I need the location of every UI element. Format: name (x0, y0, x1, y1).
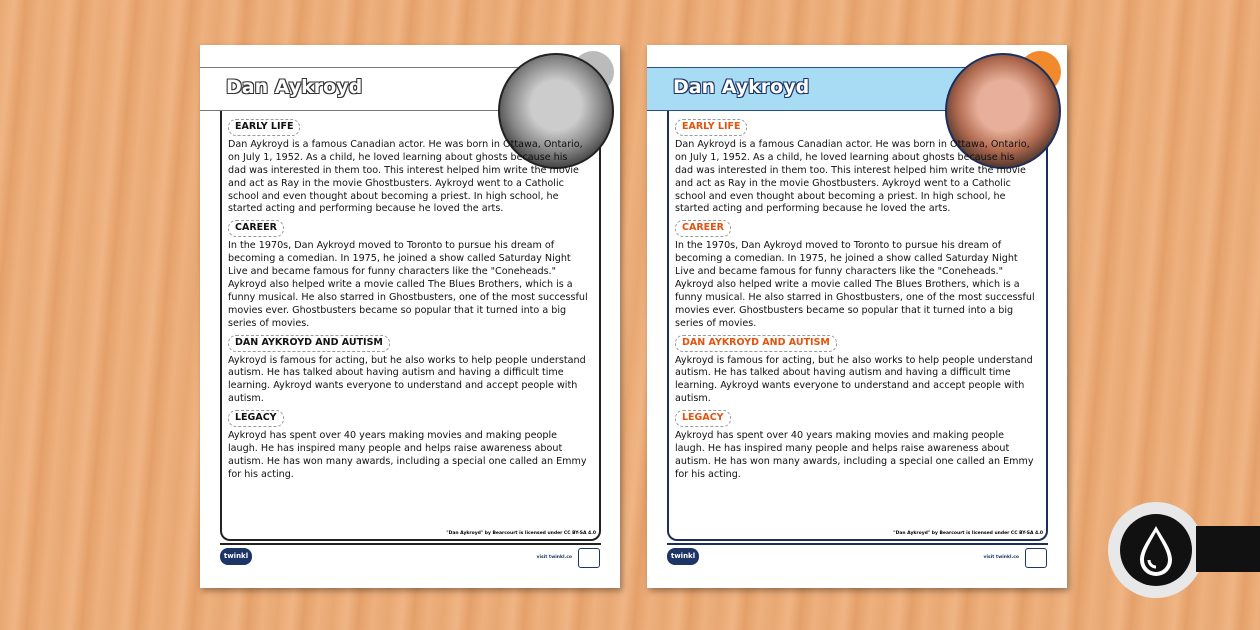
section-text: Aykroyd has spent over 40 years making movies and making people laugh. He has inspired many people and helps raise awareness about autism. He has won many awards, including a special one called an Emmy for his acting. (228, 430, 587, 480)
footer-divider (667, 543, 1048, 545)
section-text: In the 1970s, Dan Aykroyd moved to Toronto to pursue his dream of becoming a comedian. In 1975, he joined a show called Saturday Night Live and became famous for funny characters like the "Coneheads." Aykroyd also helped write a movie called The Blues Brothers, which is a funny musical. He also starred in Ghostbusters, one of the most successful movies ever. Ghostbusters became so popular that it turned into a big series of movies. (228, 240, 588, 329)
section-0 (675, 117, 1035, 216)
visit-link: visit twinkl.co (983, 555, 1019, 560)
section-heading: EARLY LIFE (228, 119, 300, 136)
section-text: Aykroyd is famous for acting, but he also works to help people understand autism. He has talked about having autism and having a difficult time learning. Aykroyd wants everyone to understand and accept people with autism. (675, 354, 1033, 405)
visit-link: visit twinkl.co (536, 555, 572, 560)
section-text: Dan Aykroyd is a famous Canadian actor. He was born in Ottawa, Ontario, on July 1, 1952. As a child, he loved learning about ghosts because his dad was interested in them too. This interest helped him write the movie and act as Ray in the movie Ghostbusters. Aykroyd went to a Catholic school and even thought about becoming a priest. In high school, he started acting and performing because he loved the arts. (675, 138, 1030, 215)
quality-badge-icon (578, 548, 600, 568)
page-title: Dan Aykroyd (226, 76, 363, 98)
section-text: In the 1970s, Dan Aykroyd moved to Toronto to pursue his dream of becoming a comedian. In 1975, he joined a show called Saturday Night Live and became famous for funny characters like the "Coneheads." Aykroyd also helped write a movie called The Blues Brothers, which is a funny musical. He also starred in Ghostbusters, one of the most successful movies ever. Ghostbusters became so popular that it turned into a big series of movies. (675, 240, 1035, 329)
section-text: Dan Aykroyd is a famous Canadian actor. He was born in Ottawa, Ontario, on July 1, 1952. As a child, he loved learning about ghosts because his dad was interested in them too. This interest helped him write the movie and act as Ray in the movie Ghostbusters. Aykroyd went to a Catholic school and even thought about becoming a priest. In high school, he started acting and performing because he loved the arts. (228, 138, 583, 215)
section-2 (228, 333, 588, 407)
page-title: Dan Aykroyd (673, 76, 810, 98)
twinkl-logo: twinkl (667, 548, 699, 565)
photo-credit: "Dan Aykroyd" by Bearcourt is licensed under CC BY-SA 4.0 (893, 531, 1043, 536)
content (228, 117, 588, 484)
title-banner (200, 67, 530, 111)
ink-drop-icon (1120, 514, 1192, 586)
section-heading: CAREER (675, 220, 731, 237)
quality-badge-icon (1025, 548, 1047, 568)
content (675, 117, 1035, 484)
section-3 (228, 408, 588, 482)
section-text: Aykroyd has spent over 40 years making movies and making people laugh. He has inspired many people and helps raise awareness about autism. He has won many awards, including a special one called an Emmy for his acting. (675, 430, 1034, 480)
section-heading: DAN AYKROYD AND AUTISM (228, 335, 390, 352)
section-2 (675, 333, 1035, 407)
section-1 (675, 218, 1035, 330)
section-heading: LEGACY (675, 410, 731, 427)
section-text: Aykroyd is famous for acting, but he also works to help people understand autism. He has talked about having autism and having a difficult time learning. Aykroyd wants everyone to understand and accept people with autism. (228, 354, 586, 405)
section-heading: EARLY LIFE (675, 119, 747, 136)
section-heading: DAN AYKROYD AND AUTISM (675, 335, 837, 352)
section-heading: LEGACY (228, 410, 284, 427)
toggle-bar (1196, 526, 1260, 572)
section-3 (675, 408, 1035, 482)
grayscale-worksheet-preview[interactable] (200, 45, 620, 588)
photo-credit: "Dan Aykroyd" by Bearcourt is licensed under CC BY-SA 4.0 (446, 531, 596, 536)
section-1 (228, 218, 588, 330)
section-heading: CAREER (228, 220, 284, 237)
section-0 (228, 117, 588, 216)
ink-saver-button[interactable] (1108, 502, 1204, 598)
twinkl-logo: twinkl (220, 548, 252, 565)
footer-divider (220, 543, 601, 545)
title-banner (647, 67, 977, 111)
color-worksheet-preview[interactable] (647, 45, 1067, 588)
